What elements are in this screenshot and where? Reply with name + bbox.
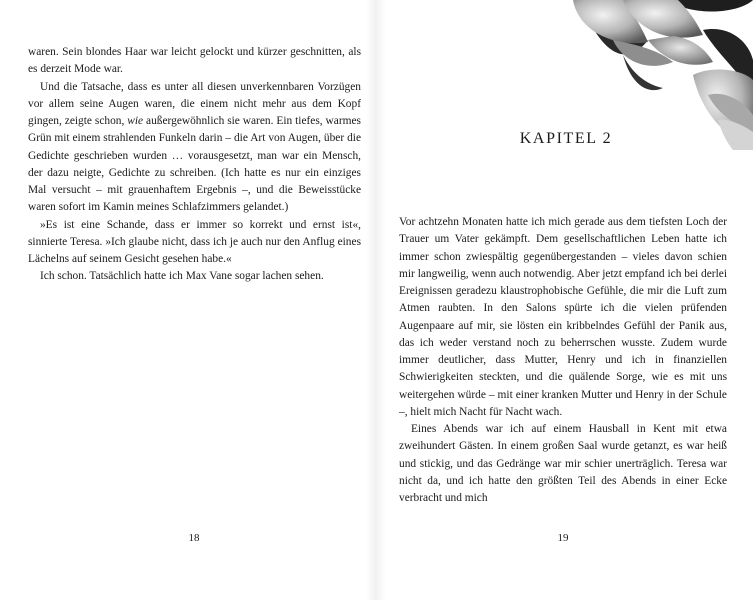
paragraph-rest: außergewöhnlich sie waren. Ein tiefes, warmes Grün mit einem strahlenden Funkeln darin – die Art von Augen, über die Gedichte geschrieben wurden … vorausgesetzt, man war ein Mensch, der dazu neigte, Gedichte zu schreiben. (Ich hatte es nur ein einziges Mal versucht – mit grauenhaftem Ergebnis –, und die Beweisstücke waren sofort im Kamin meines Schlafzimmers gelandet.) — [28, 115, 361, 214]
paragraph: »Es ist eine Schande, dass er immer so korrekt und ernst ist«, sinnierte Teresa. »Ich glaube nicht, dass ich je auch nur den Anflug eines Lächelns auf seinem Gesicht gesehen habe.« — [28, 218, 361, 265]
left-page-text — [28, 44, 361, 286]
flower-illustration-icon — [553, 0, 753, 150]
paragraph: waren. Sein blondes Haar war leicht gelockt und kürzer geschnitten, als es derzeit Mode war. — [28, 46, 361, 76]
paragraph: Vor achtzehn Monaten hatte ich mich gerade aus dem tiefsten Loch der Trauer um Vater gekämpft. Dem gesellschaftlichen Leben hatte ich immer schon zwiespältig gegenübergestanden – vieles davon schien mir langweilig, wenn auch notwendig. Aber jetzt empfand ich bei derlei Ereignissen geradezu klaustrophobische Gefühle, die mir die Luft zum Atmen raubten. In den Salons spürte ich die vielen prüfenden Augenpaare auf mir, sie lösten ein kribbelndes Gefühl der Panik aus, das ich weder verstand noch zu beherrschen wusste. Zudem wurde immer deutlicher, dass Mutter, Henry und ich in finanziellen Schwierigkeiten steckten, und die quälende Sorge, wie es mit uns weitergehen würde – mit einer kranken Mutter und Henry in der Schule –, hielt mich Nacht für Nacht wach. — [399, 216, 727, 418]
chapter-title: KAPITEL 2 — [519, 130, 613, 147]
right-page — [376, 0, 753, 600]
page-number: 19 — [557, 532, 569, 544]
emphasis-word: wie — [127, 115, 144, 127]
paragraph: Eines Abends war ich auf einem Hausball in Kent mit etwa zweihundert Gästen. In einem großen Saal wurde getanzt, es war heiß und stickig, und das Gedränge war mir schier unerträglich. Teresa war nicht da, und ich hatte den größten Teil des Abends in einer Ecke verbracht und mich — [399, 423, 727, 504]
paragraph — [28, 79, 361, 217]
page-number: 18 — [188, 532, 200, 544]
right-page-text — [399, 214, 727, 507]
paragraph: Ich schon. Tatsächlich hatte ich Max Vane sogar lachen sehen. — [39, 270, 324, 283]
paragraph-lead: Und die Tatsache, dass es unter all diesen unverkennbaren Vorzügen vor allem seine Augen waren, die einem nicht mehr aus dem Kopf gingen, zeigte schon, — [28, 80, 361, 127]
left-page — [0, 0, 376, 600]
